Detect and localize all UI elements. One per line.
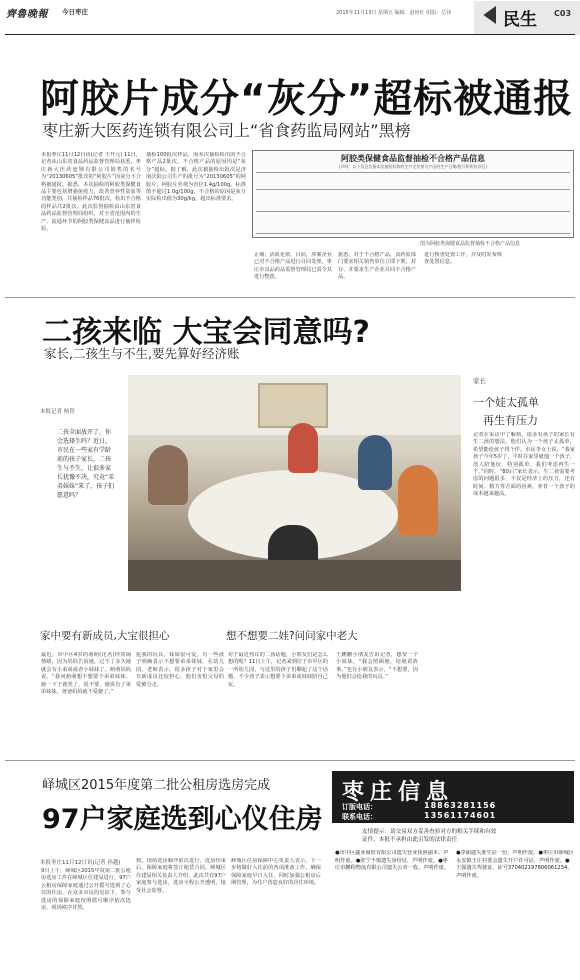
inspection-table xyxy=(252,150,574,238)
story2-byline: 本报记者 杨智 xyxy=(40,409,75,415)
sidebar-label: 家长 xyxy=(473,377,486,385)
photo-child xyxy=(288,423,318,473)
story2-column-a2: 抢我的玩具，妹妹很可爱，有一些孩子明确表示不想要弟弟妹妹。在幼儿园，老师表示，很多孩子对于家里会有新成员比较担心，他们害怕父母的爱被分走。 xyxy=(136,652,224,688)
story2-subhead-b: 想不想要二娃?问问家中老大 xyxy=(226,630,358,642)
header-meta: 2015年11月13日 星期五 编辑：赵艳红 组版：岳伟 xyxy=(336,10,452,16)
story2-subhead-a: 家中要有新成员,大宝很担心 xyxy=(40,630,170,642)
classified-banner xyxy=(332,771,574,823)
story2-column-a1: 最近，市中区4岁的萌萌(化名)经常闹情绪，因为妈妈告诉她，过不了多久她就会有小弟弟或者小妹妹了。萌萌妈妈说，“我问萌萌想不想要个弟弟妹妹，她一下子就哭了，说不要，她说有了弟弟妹妹，爸爸妈妈就不爱她了。” xyxy=(41,652,131,696)
photo-child xyxy=(358,435,392,490)
table-caption: 图为阿胶类保健食品监督抽检不合格产品信息 xyxy=(420,241,521,247)
story1-column-2: 抽检100批次样品，而本次抽检检出的不合格产品2批次。不合格产品的原因均是“灰分”超标。据了解，此次被抽检出批次是济南沃阳公司生产的批号为“20130605”的阿胶片，阿胶片外观为直径1.4g/100g，标准值不超过1.0g/100g，不合格的原因是灰分实际检出值为30g/kg，超出标准要求。 xyxy=(146,152,246,203)
classified-notice xyxy=(362,828,496,844)
story3-column-2: 到，现场选房顺序依次进行，选房结束后，保障家庭将签订租赁合同。峄城区住建局相关负责人介绍，此次共有97户家庭参与选房，选房全程公开透明，接受社会监督。 xyxy=(136,858,226,894)
table-title: 阿胶类保健食品监督抽检不合格产品信息 xyxy=(341,154,485,163)
sidebar-heading-1: 一个娃太孤单 xyxy=(473,396,539,409)
order-phone: 18863281156 xyxy=(424,801,497,810)
page-number: C03 xyxy=(554,9,572,18)
section-name: 民生 xyxy=(503,10,537,30)
classroom-photo xyxy=(128,375,461,591)
section-divider xyxy=(5,297,575,298)
sidebar-heading-2: 再生有压力 xyxy=(483,414,538,427)
story2-column-b1: 对于最近热议的二孩话题，小朋友们是怎么想的呢？11日上午，记者来到位于市中区的一所幼儿园，与这里的孩子们聊起了这个话题，不少孩子表示想要个弟弟或妹妹陪自己玩。 xyxy=(228,652,328,688)
story1-column-5: 进行核查处置工作，并及时发布核查处置信息。 xyxy=(424,252,502,266)
story3-kicker: 峄城区2015年度第二批公租房选房完成 xyxy=(42,778,271,793)
story1-column-4: 据悉，对于不合格产品，食药监部门要求相关销售单位立即下架，封存，并要求生产企业召回不合格产品。 xyxy=(338,252,416,281)
story2-headline: 二孩来临 大宝会同意吗? xyxy=(42,315,370,350)
story2-column-b2: 王鹏鹏小朋友告诉记者，想要一个小妹妹，“我会照顾她，给她讲故事。”也有小朋友表示，“不想要，因为他们会抢我的玩具。” xyxy=(336,652,418,681)
photo-floor xyxy=(128,560,461,591)
table-rule xyxy=(256,189,570,190)
story3-column-3: 峄城区住房保障中心负责人表示，下一步将做好入住前的各项准备工作，确保保障家庭早日入住，同时加强公租房后期管理，为住户营造良好的居住环境。 xyxy=(231,858,321,887)
photo-child xyxy=(148,445,188,505)
story2-subhead: 家长,二孩生与不生,要先算好经济账 xyxy=(44,346,240,361)
story3-column-1: 9日上午，峄城区2015年度第二批公租房选房工作在峄城区住建局进行，97户公租房保障家庭通过公开摇号选到了心仪的住房。在众多市民的见证下，参与选房的保障家庭按照摇号顺序依次选房，现场秩序井然。 xyxy=(41,868,131,912)
story3-headline: 97户家庭选到心仪住房 xyxy=(42,804,323,835)
photo-shelf xyxy=(258,383,328,428)
table-note: (声明：以下信息仅指本次抽检标称的生产企业相关产品的生产日期/批号和所检项目) xyxy=(338,164,488,169)
header-rule xyxy=(5,34,575,35)
table-rule xyxy=(256,211,570,212)
story1-subhead: 枣庄新大医药连锁有限公司上“省食药监局网站”黑榜 xyxy=(42,121,411,140)
story3-byline: 本报枣庄11月12日讯(记者 孙越) xyxy=(40,860,121,866)
masthead-logo: 齊魯晚報 xyxy=(6,9,48,20)
table-rule xyxy=(256,233,570,234)
notice-line-1: 友情提示：请交易双方妥善查验对方的相关手续和有效 xyxy=(362,829,497,835)
photo-child xyxy=(398,465,438,535)
story2-lead: 二孩全面放开了，你会选择生吗？近日，市民在一些家有学龄前的孩子家长，二孩生与不生，让很多家长犹豫不决，究竟“弟弟妹妹”来了，孩子们愿意吗？ xyxy=(57,429,115,499)
sidebar-column: 记者在采访中了解到，很多有孩子的家长有生二孩的想法，他们认为一个孩子太孤单，希望能给孩子找个伴。市民李女士说，“我家孩子今年5岁了，平时在家里就他一个孩子，没人陪他玩，特别孤单，我们考虑再生一个。”同时，“80后”家长表示，生二孩需要考虑的问题很多，不仅是经济上的压力，还有时间、精力等方面的因素，养育一个孩子的成本越来越高。 xyxy=(473,432,575,498)
story1-column-1: 本报枣庄11月12日讯(记者 王开元) 11日，记者从山东省食品药品监督管理局获悉，枣庄新大医药连锁有限公司销售的名号为“20130605”批次的“阿胶片”因灰分不合格被通报。据悉，本次抽检的阿胶类保健食品主要包括增强免疫力，改善营养性贫血等功能类别，共抽检样品76批次，检出不合格的样品共2批次。此次监督抽检由山东省食品药品监督管理局组织，对全省范围内的生产、流通环节的阿胶类保健食品进行抽样检验。 xyxy=(41,152,141,233)
story1-column-3: 止痛，活血化瘀。目前，涉案企业已对不合格产品进行召回处理，枣庄市食品药品监督管理局已责令其进行整改。 xyxy=(254,252,332,281)
notice-line-2: 证件，本报不承担由此引发的法律责任 xyxy=(362,837,458,843)
table-rule xyxy=(256,172,570,173)
classified-title: 枣庄信息 xyxy=(342,780,455,805)
section-divider xyxy=(5,760,575,761)
contact-phone: 13561174601 xyxy=(424,811,497,820)
story1-headline: 阿胶片成分“灰分”超标被通报 xyxy=(40,77,574,122)
contact-phone-label: 联系电话： xyxy=(342,813,377,821)
classified-column-1: ●市中区鑫业商贸有限公司遗失营业执照副本，声明作废。●张宁不慎遗失身份证，声明作废。●枣庄市鹏程物流有限公司遗失公章一枚，声明作废。 xyxy=(335,850,450,872)
classified-column-2: ●李丽遗失准生证一份，声明作废。●枣庄市薛城区永安镇王庄村委会遗失开户许可证，声明作废。●王强遗失驾驶证，证号370402197806061234，声明作废。 xyxy=(456,850,574,879)
edition-name: 今日枣庄 xyxy=(62,8,88,16)
order-phone-label: 订版电话： xyxy=(342,803,377,811)
